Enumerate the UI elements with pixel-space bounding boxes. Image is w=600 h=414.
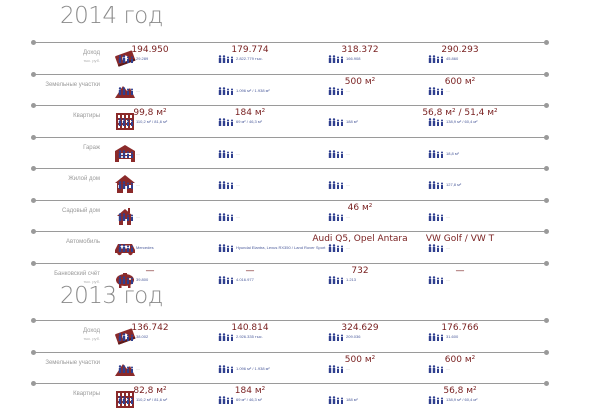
family-stat (410, 276, 510, 284)
year-heading: 2013 год (60, 283, 163, 309)
person-cell (200, 323, 300, 341)
family-value: — (446, 87, 450, 93)
family-stat (100, 244, 200, 252)
family-icon (118, 56, 136, 62)
family-icon (428, 119, 446, 125)
row-label-text: Доход (82, 328, 100, 334)
row-label-text: Квартиры (73, 391, 100, 397)
row-label-text: Земельные участки (45, 81, 100, 88)
family-icon (118, 151, 136, 157)
family-value: — (136, 150, 140, 156)
asset-row (0, 137, 600, 168)
family-value: 45.860 (446, 56, 459, 61)
person-cell (100, 386, 200, 404)
row-label (36, 113, 100, 120)
family-icon (118, 88, 136, 94)
family-value: — (236, 213, 240, 219)
family-stat (410, 55, 510, 63)
family-value: 69 м² / 46,3 м² (236, 119, 262, 124)
person-cell (100, 203, 200, 221)
family-value: — (136, 182, 140, 187)
cell-primary-value: 500 м² (344, 354, 376, 365)
cell-primary-value: — (455, 265, 465, 276)
person-cell (200, 77, 300, 95)
family-stat (200, 244, 326, 252)
person-cell (200, 171, 300, 189)
family-icon (328, 397, 346, 403)
person-cell (310, 234, 410, 252)
row-divider (33, 352, 547, 353)
family-stat (200, 396, 300, 404)
asset-row (0, 200, 600, 231)
person-cell (310, 140, 410, 158)
row-divider (33, 74, 547, 75)
family-stat (310, 87, 410, 95)
row-label-unit: тыс. руб. (83, 278, 100, 284)
family-icon (428, 214, 446, 220)
cell-primary-value: 140.814 (231, 323, 269, 333)
family-stat (410, 333, 510, 341)
row-label-text: Квартиры (73, 113, 100, 119)
family-stat (310, 244, 410, 252)
family-value: Mercedes (136, 245, 154, 250)
family-icon (118, 245, 136, 251)
family-stat (100, 118, 200, 126)
row-label (36, 82, 100, 89)
person-cell (410, 171, 510, 189)
family-value: — (446, 213, 450, 219)
cell-primary-value: 184 м² (234, 386, 266, 396)
person-cell (100, 140, 200, 158)
person-cell (410, 266, 510, 284)
row-divider (33, 231, 547, 232)
cell-primary-value: 179.774 (231, 45, 269, 55)
family-stat (200, 333, 300, 341)
person-cell (410, 108, 510, 126)
cell-primary-value (310, 386, 410, 396)
family-stat (200, 365, 300, 373)
family-stat (410, 244, 510, 252)
family-value: 209.036 (346, 334, 361, 339)
family-icon (218, 151, 236, 157)
family-icon (218, 397, 236, 403)
family-stat (310, 181, 410, 189)
cell-primary-value (200, 140, 300, 150)
family-value: — (236, 182, 240, 187)
family-value: 188 м² (346, 397, 358, 402)
family-icon (118, 214, 136, 220)
family-value: 18,8 м² (446, 150, 459, 156)
person-cell (200, 386, 300, 404)
asset-row (0, 352, 600, 383)
family-icon (328, 245, 346, 251)
cell-primary-value: 600 м² (444, 354, 476, 365)
family-icon (328, 334, 346, 340)
cell-primary-value: 500 м² (344, 76, 376, 87)
family-stat (200, 181, 300, 189)
family-value: — (446, 245, 450, 250)
family-stat (410, 87, 510, 95)
family-icon (118, 334, 136, 340)
cell-primary-value: Audi Q5, Opel Antara (312, 234, 408, 244)
row-label (36, 239, 100, 246)
person-cell (100, 266, 200, 284)
row-label-text: Жилой дом (68, 176, 100, 182)
person-cell (100, 171, 200, 189)
row-label-text: Доход (82, 50, 100, 56)
person-cell (200, 140, 300, 158)
person-cell (100, 108, 200, 126)
family-icon (118, 366, 136, 372)
person-cell (310, 266, 410, 284)
cell-primary-value: VW Golf / VW T (425, 234, 495, 244)
row-label-text: Земельные участки (45, 359, 100, 366)
person-cell (200, 355, 300, 373)
person-cell (310, 323, 410, 341)
family-stat (410, 150, 510, 158)
family-value: — (136, 213, 140, 219)
family-value: 31.600 (446, 334, 459, 339)
asset-row (0, 168, 600, 199)
family-icon (428, 245, 446, 251)
family-value: 1.096 м² / 1.938 м² (236, 365, 270, 371)
family-value: 2.822.779 тыс. (236, 56, 263, 61)
family-value: — (136, 365, 140, 371)
cell-primary-value (200, 77, 300, 87)
asset-row (0, 42, 600, 73)
person-cell (200, 266, 300, 284)
cell-primary-value (100, 234, 200, 244)
cell-primary-value: — (145, 265, 155, 276)
family-value: 166.908 (346, 56, 361, 61)
row-divider (33, 105, 547, 106)
family-stat (100, 181, 200, 189)
person-cell (310, 77, 410, 95)
cell-primary-value: 318.372 (341, 45, 379, 55)
row-label-text: Автомобиль (66, 239, 100, 245)
family-icon (218, 119, 236, 125)
person-cell (100, 45, 200, 63)
cell-primary-value: 56,8 м² / 51,4 м² (422, 108, 498, 118)
row-label-text: Гараж (83, 144, 100, 151)
row-divider (33, 263, 547, 264)
family-stat (200, 87, 300, 95)
family-stat (200, 118, 300, 126)
cell-primary-value: 184 м² (234, 108, 266, 118)
person-cell (310, 386, 410, 404)
family-value: 138,9 м² / 60,4 м² (446, 119, 478, 124)
family-stat (410, 213, 510, 221)
family-stat (410, 396, 510, 404)
cell-primary-value: 194.950 (131, 45, 169, 55)
person-cell (410, 45, 510, 63)
cell-primary-value (200, 203, 300, 213)
person-cell (310, 171, 410, 189)
cell-primary-value: 82,8 м² (133, 386, 167, 396)
person-cell (310, 108, 410, 126)
family-icon (328, 88, 346, 94)
year-heading: 2014 год (60, 3, 163, 29)
family-stat (200, 55, 300, 63)
family-icon (428, 366, 446, 372)
cell-primary-value (200, 234, 300, 244)
family-stat (100, 55, 200, 63)
cell-primary-value: 46 м² (347, 202, 373, 213)
family-icon (218, 334, 236, 340)
family-stat (310, 150, 410, 158)
family-value: 188 м² (346, 119, 358, 124)
family-value: 1.096 м² / 1.938 м² (236, 87, 270, 93)
person-cell (410, 140, 510, 158)
row-label (36, 50, 100, 64)
person-cell (200, 203, 300, 221)
family-value: — (136, 87, 140, 93)
row-divider (33, 168, 547, 169)
asset-row (0, 231, 600, 262)
family-value: 2.926.335 тыс. (236, 334, 263, 339)
family-icon (118, 119, 136, 125)
cell-primary-value (410, 203, 510, 213)
person-cell (100, 234, 200, 252)
cell-primary-value: 600 м² (444, 76, 476, 87)
family-icon (118, 277, 136, 283)
family-value: 29.289 (136, 56, 149, 61)
family-icon (328, 277, 346, 283)
family-icon (328, 56, 346, 62)
cell-primary-value (310, 171, 410, 181)
family-value: 38.002 (136, 334, 149, 339)
row-label (36, 360, 100, 367)
cell-primary-value (100, 77, 200, 87)
family-stat (310, 55, 410, 63)
family-stat (410, 118, 510, 126)
person-cell (310, 203, 410, 221)
person-cell (200, 108, 300, 126)
cell-primary-value (410, 171, 510, 181)
family-stat (100, 87, 200, 95)
row-divider (33, 383, 547, 384)
family-icon (428, 88, 446, 94)
person-cell (410, 323, 510, 341)
family-stat (310, 396, 410, 404)
family-value: — (236, 150, 240, 156)
cell-primary-value (410, 140, 510, 150)
family-icon (428, 182, 446, 188)
family-value: — (446, 276, 450, 282)
family-stat (100, 213, 200, 221)
row-label (36, 145, 100, 152)
person-cell (200, 234, 326, 252)
cell-primary-value (100, 203, 200, 213)
family-stat (310, 333, 410, 341)
asset-row (0, 320, 600, 351)
family-stat (410, 181, 510, 189)
family-value: Hyundai Elantra, Lexus RX350 / Land Rover Sport (236, 245, 326, 250)
cell-primary-value: — (245, 265, 255, 276)
person-cell (410, 77, 510, 95)
cell-primary-value (200, 355, 300, 365)
asset-row (0, 383, 600, 414)
family-value: — (346, 213, 350, 219)
family-value: — (346, 245, 350, 250)
family-value: 1.213 (346, 276, 357, 282)
row-divider (33, 320, 547, 321)
family-icon (328, 182, 346, 188)
row-label-unit: тыс. руб. (83, 58, 100, 63)
family-icon (328, 119, 346, 125)
family-value: — (346, 182, 350, 187)
row-label (36, 176, 100, 183)
person-cell (410, 234, 510, 252)
family-stat (100, 150, 200, 158)
cell-primary-value (310, 140, 410, 150)
family-icon (428, 151, 446, 157)
row-label-unit: тыс. руб. (83, 336, 100, 341)
family-value: 39.800 (136, 276, 149, 282)
family-icon (328, 214, 346, 220)
family-value: 110,2 м² / 81,6 м² (136, 119, 168, 124)
cell-primary-value: 290.293 (441, 45, 479, 55)
person-cell (310, 355, 410, 373)
person-cell (100, 355, 200, 373)
family-icon (218, 88, 236, 94)
person-cell (100, 323, 200, 341)
row-divider (33, 137, 547, 138)
cell-primary-value: 56,8 м² (443, 386, 477, 396)
cell-primary-value: 732 (351, 265, 369, 276)
family-icon (428, 397, 446, 403)
person-cell (100, 77, 200, 95)
cell-primary-value: 324.629 (341, 323, 379, 333)
family-stat (310, 118, 410, 126)
family-value: — (346, 150, 350, 156)
row-label-text: Банковский счёт (54, 270, 100, 277)
family-icon (118, 182, 136, 188)
asset-row (0, 105, 600, 136)
family-icon (218, 182, 236, 188)
family-stat (200, 276, 300, 284)
person-cell (410, 386, 510, 404)
family-icon (328, 151, 346, 157)
family-icon (218, 56, 236, 62)
family-icon (218, 245, 236, 251)
family-value: 127,8 м² (446, 182, 462, 187)
family-icon (428, 334, 446, 340)
family-icon (218, 366, 236, 372)
row-label (36, 328, 100, 342)
family-value: — (346, 87, 350, 93)
family-stat (310, 276, 410, 284)
family-icon (218, 277, 236, 283)
family-value: 138,9 м² / 60,4 м² (446, 397, 478, 402)
family-stat (310, 213, 410, 221)
family-value: — (346, 365, 350, 371)
family-stat (200, 150, 300, 158)
row-divider (33, 42, 547, 43)
family-value: 4.016.977 (236, 276, 254, 282)
cell-primary-value (200, 171, 300, 181)
cell-primary-value: 136.742 (131, 323, 169, 333)
family-stat (100, 396, 200, 404)
family-stat (310, 365, 410, 373)
family-stat (100, 333, 200, 341)
person-cell (410, 355, 510, 373)
family-value: 110,2 м² / 81,6 м² (136, 397, 168, 402)
family-stat (200, 213, 300, 221)
person-cell (410, 203, 510, 221)
cell-primary-value (310, 108, 410, 118)
row-label-text: Садовый дом (61, 207, 100, 214)
family-stat (100, 365, 200, 373)
family-icon (328, 366, 346, 372)
row-label (36, 208, 100, 215)
family-value: — (446, 365, 450, 371)
family-icon (218, 214, 236, 220)
cell-primary-value (100, 171, 200, 181)
cell-primary-value: 99,8 м² (133, 108, 167, 118)
cell-primary-value (100, 355, 200, 365)
family-icon (428, 56, 446, 62)
person-cell (200, 45, 300, 63)
family-value: 69 м² / 46,3 м² (236, 397, 262, 402)
family-icon (428, 277, 446, 283)
family-icon (118, 397, 136, 403)
row-divider (33, 200, 547, 201)
family-stat (410, 365, 510, 373)
asset-row (0, 74, 600, 105)
cell-primary-value: 176.766 (441, 323, 479, 333)
person-cell (310, 45, 410, 63)
row-label (36, 391, 100, 398)
cell-primary-value (100, 140, 200, 150)
